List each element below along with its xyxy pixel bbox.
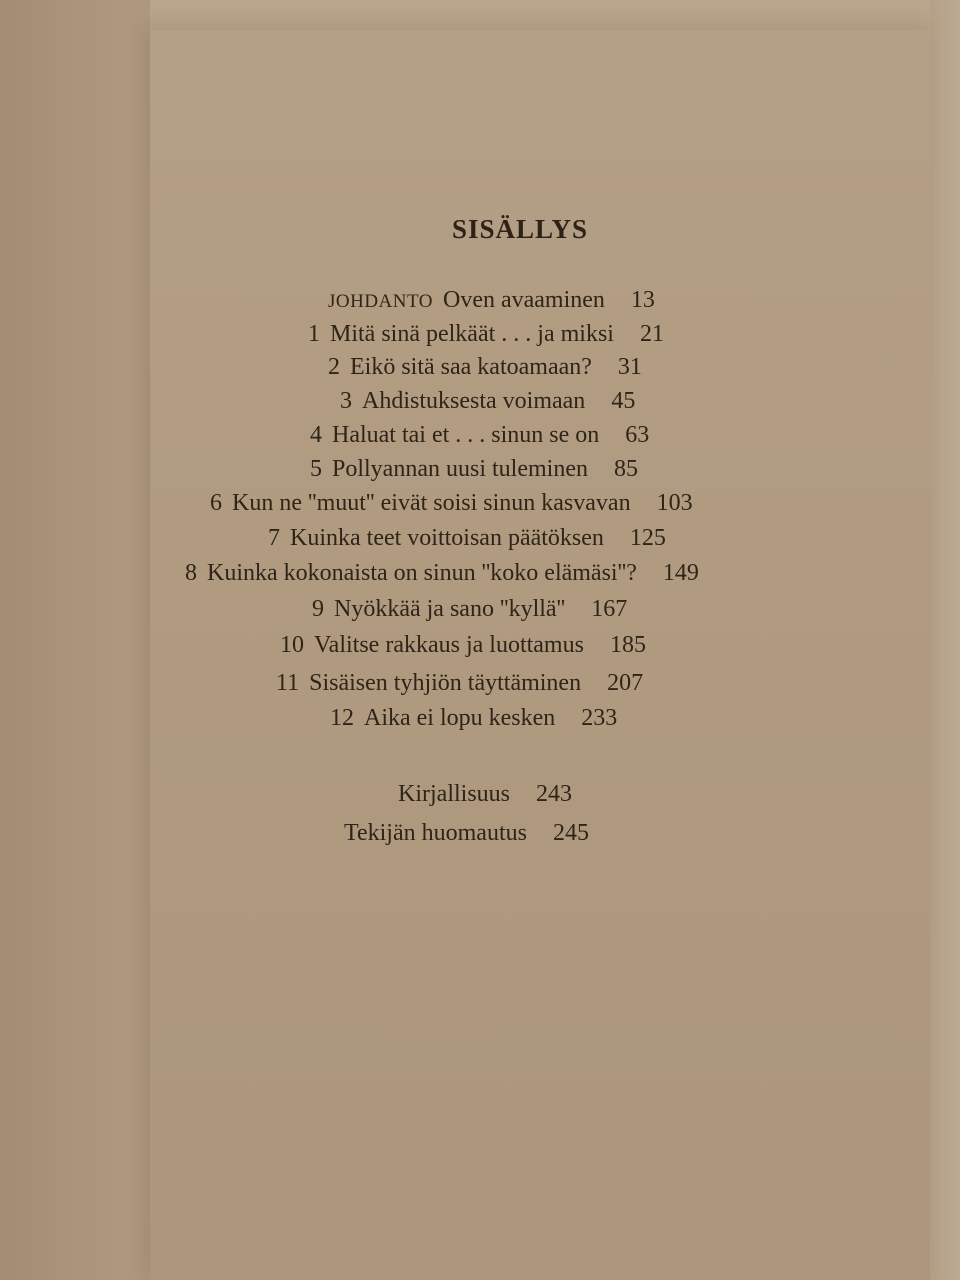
- entry-page: 233: [581, 705, 618, 731]
- entry-title: Nyökkää ja sano ''kyllä'': [334, 596, 566, 622]
- toc-entry-11: [276, 670, 643, 697]
- contents-heading: SISÄLLYS: [451, 214, 589, 244]
- entry-title: Tekijän huomautus: [344, 820, 527, 846]
- entry-title: Ahdistuksesta voimaan: [362, 388, 586, 414]
- entry-number: 4: [310, 422, 322, 448]
- toc-entry-10: [280, 632, 646, 659]
- entry-title: Kirjallisuus: [398, 781, 510, 807]
- toc-entry-bibliography: [398, 781, 572, 808]
- entry-number: 5: [310, 456, 322, 482]
- entry-title: Valitse rakkaus ja luottamus: [314, 632, 584, 658]
- entry-number: 3: [340, 388, 352, 414]
- entry-page: 103: [656, 490, 693, 516]
- entry-page: 85: [613, 456, 638, 482]
- toc-entry-intro: [328, 287, 655, 314]
- entry-number: 1: [308, 321, 320, 347]
- toc-entry-5: [310, 456, 638, 483]
- entry-page: 167: [591, 596, 628, 622]
- entry-number: 6: [210, 490, 222, 516]
- entry-number: 9: [312, 596, 324, 622]
- entry-title: Kuinka teet voittoisan päätöksen: [290, 525, 604, 551]
- toc-entry-author-note: [344, 820, 589, 847]
- toc-entry-1: [308, 321, 664, 348]
- entry-title: Sisäisen tyhjiön täyttäminen: [309, 670, 582, 696]
- entry-page: 31: [617, 354, 642, 380]
- entry-title: Eikö sitä saa katoamaan?: [350, 354, 592, 380]
- entry-page: 45: [611, 388, 636, 414]
- entry-number: JOHDANTO: [328, 291, 433, 312]
- toc-entry-2: [328, 354, 642, 381]
- entry-title: Haluat tai et . . . sinun se on: [332, 422, 600, 448]
- page-top-edge: [150, 0, 960, 34]
- entry-title: Aika ei lopu kesken: [364, 705, 556, 731]
- entry-page: 149: [662, 560, 699, 586]
- toc-entry-12: [330, 705, 617, 732]
- entry-title: Kun ne ''muut'' eivät soisi sinun kasvavan: [232, 490, 631, 516]
- entry-number: 2: [328, 354, 340, 380]
- entry-title: Kuinka kokonaista on sinun ''koko elämäsi''?: [207, 560, 637, 586]
- entry-page: 125: [629, 525, 666, 551]
- entry-page: 243: [536, 781, 572, 807]
- toc-entry-8: [185, 560, 699, 587]
- entry-page: 21: [639, 321, 664, 347]
- toc-entry-3: [340, 388, 635, 415]
- entry-number: 8: [185, 560, 197, 586]
- entry-page: 185: [609, 632, 646, 658]
- entry-page: 13: [630, 287, 655, 313]
- toc-entry-9: [312, 596, 627, 623]
- entry-page: 63: [625, 422, 650, 448]
- page-right-edge: [930, 0, 960, 1280]
- toc-entry-4: [310, 422, 649, 449]
- entry-page: 207: [607, 670, 644, 696]
- entry-page: 245: [552, 820, 589, 846]
- entry-title: Oven avaaminen: [442, 287, 605, 313]
- entry-title: Pollyannan uusi tuleminen: [332, 456, 588, 482]
- toc-entry-6: [210, 490, 693, 517]
- entry-number: 10: [280, 632, 304, 658]
- toc-entry-7: [268, 525, 666, 552]
- entry-number: 12: [330, 705, 354, 731]
- entry-number: 7: [268, 525, 280, 551]
- entry-number: 11: [276, 670, 300, 696]
- entry-title: Mitä sinä pelkäät . . . ja miksi: [330, 321, 614, 347]
